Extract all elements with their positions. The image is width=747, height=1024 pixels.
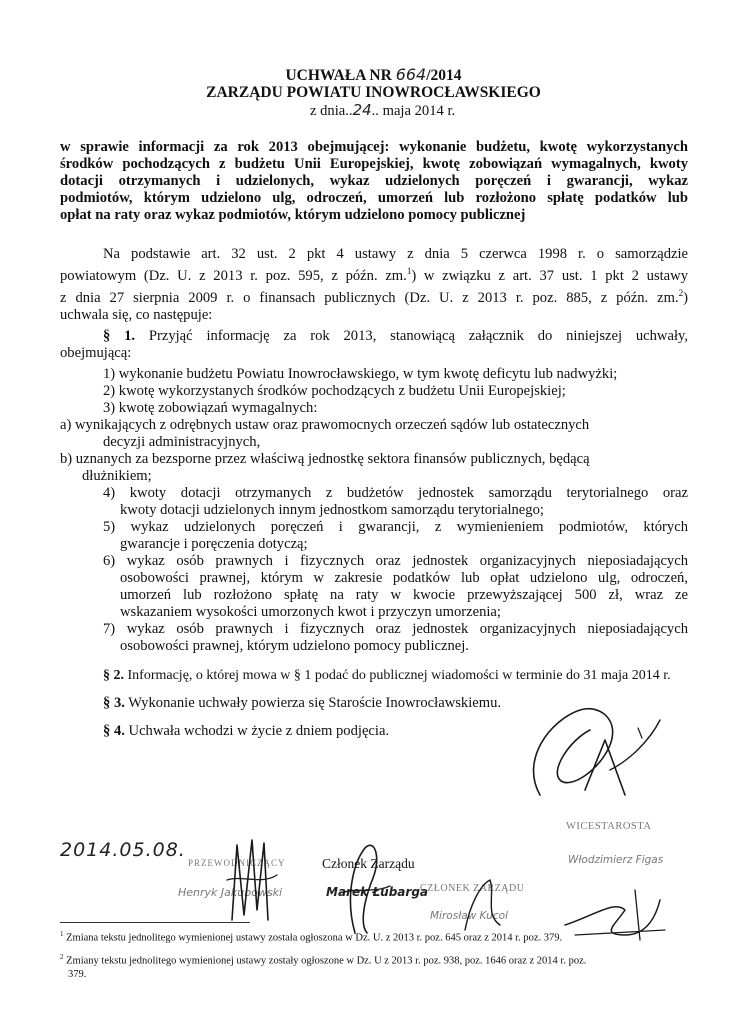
preamble xyxy=(60,246,688,324)
preamble-line: Na podstawie art. 32 ust. 2 pkt 4 ustawy z dnia 5 czerwca 1998 r. o samorządzie xyxy=(103,246,688,262)
footnote-1-mark: 1 xyxy=(60,930,64,938)
paragraph-2: § 2. Informację, o której mowa w § 1 podać do publicznej wiadomości w terminie do 31 maja 2014 r. xyxy=(103,668,671,683)
paragraph-1-mark: § 1. xyxy=(103,328,136,344)
sublist-b xyxy=(60,451,620,485)
sublist-line: decyzji administracyjnych, xyxy=(103,434,261,450)
resolution-date: z dnia..24.. maja 2014 r. xyxy=(310,101,456,119)
footnote-2: $^2$ Zmiany tekstu jednolitego wymienionej ustawy zostały ogłoszone w Dz. U z 2013 r. poz. 938, poz. 1646 oraz z 2014 r. poz. 379. xyxy=(60,953,587,980)
stamp-chairman-title: PRZEWODNICZĄCY xyxy=(188,858,286,868)
signature-large xyxy=(510,700,670,810)
stamp-vice-title: WICESTAROSTA xyxy=(566,821,652,832)
subject-line: dotacji otrzymanych i udzielonych, wykaz udzielonych poręczeń i gwarancji, wykaz xyxy=(60,173,688,189)
sublist-a xyxy=(60,417,620,451)
stamp-member-title: CZŁONEK ZARZĄDU xyxy=(420,883,525,894)
resolution-title xyxy=(0,66,747,84)
list-item: 1) wykonanie budżetu Powiatu Inowrocławskiego, w tym kwotę deficytu lub nadwyżki; xyxy=(103,366,618,382)
member-name: Marek Łubarga xyxy=(326,885,429,899)
stamp-chairman-name: Henryk Jakubowski xyxy=(178,886,283,899)
paragraph-4-mark: § 4. xyxy=(103,723,125,739)
stamp-member-name: Mirosław Kucol xyxy=(430,910,508,922)
list-item-5: 5) wykaz udzielonych poręczeń i gwarancji, z wymienieniem podmiotów, których gwarancje i poręczenia dotyczą; xyxy=(103,519,688,552)
list-item-6: 6) wykaz osób prawnych i fizycznych oraz jednostek organizacyjnych nieposiadających osobowości prawnej, którym w zakresie podatków lub opłat udzielono ulg, odroczeń, umorzeń lub rozłożono spłatę na raty w kwocie przewyższającej 500 zł, wraz ze wskazaniem wysokości umorzonych kwot i przyczyn umorzenia; xyxy=(103,553,688,620)
sublist-line: b) uznanych za bezsporne przez właściwą jednostkę sektora finansów publicznych, będącą xyxy=(60,451,590,467)
subject-line: w sprawie informacji za rok 2013 obejmującej: wykonanie budżetu, kwotę wykorzystanych xyxy=(60,139,688,155)
member-label: Członek Zarządu xyxy=(322,856,415,871)
signature-chairman xyxy=(222,835,282,925)
paragraph-2-mark: § 2. xyxy=(103,668,124,683)
footnote-divider xyxy=(60,922,250,923)
list-item: 3) kwotę zobowiązań wymagalnych: xyxy=(103,400,318,416)
board-name: ZARZĄDU POWIATU INOWROCŁAWSKIEGO xyxy=(206,84,541,101)
footnote-ref-2: 2 xyxy=(678,287,684,298)
handwritten-number: 664 xyxy=(395,65,427,84)
list-item-7: 7) wykaz osób prawnych i fizycznych oraz jednostek organizacyjnych nieposiadających osobowości prawnej, którym udzielono pomocy publicznej. xyxy=(103,621,688,654)
signature-member xyxy=(335,838,395,938)
stamp-vice-name: Włodzimierz Figas xyxy=(568,854,664,866)
paragraph-4: § 4. Uchwała wchodzi w życie z dniem podjęcia. xyxy=(103,723,390,739)
paragraph-3-mark: § 3. xyxy=(103,695,125,711)
date-prefix: z dnia xyxy=(310,103,346,119)
footnote-2-mark: 2 xyxy=(60,953,64,961)
handwritten-date: 2014.05.08. xyxy=(60,839,186,861)
preamble-line: z dnia 27 sierpnia 2009 r. o finansach publicznych (Dz. U. z 2013 r. poz. 885, z późn. zm.$^2$) xyxy=(60,287,688,306)
sublist-line: a) wynikających z odrębnych ustaw oraz prawomocnych orzeczeń sądów lub ostatecznych xyxy=(60,417,590,433)
footnote-ref-1: 1 xyxy=(406,266,412,276)
paragraph-3: § 3. Wykonanie uchwały powierza się Staroście Inowrocławskiemu. xyxy=(103,695,502,711)
date-suffix: maja 2014 r. xyxy=(378,103,456,119)
list-item: 2) kwotę wykorzystanych środków pochodzących z budżetu Unii Europejskiej; xyxy=(103,383,566,399)
resolution-subject xyxy=(60,139,688,224)
signature-member-2 xyxy=(455,875,505,935)
paragraph-1 xyxy=(60,328,688,362)
footnote-1: $^1$ Zmiana tekstu jednolitego wymienionej ustawy została ogłoszona w Dz. U. z 2013 r. poz. 645 oraz z 2014 r. poz. 379. xyxy=(60,930,563,944)
preamble-line: powiatowym (Dz. U. z 2013 r. poz. 595, z późn. zm.$^1$) w związku z art. 37 ust. 1 pkt 2 ustawy xyxy=(60,266,688,284)
paragraph-1-cont: obejmującą: xyxy=(60,345,132,361)
paragraph-1-list xyxy=(103,366,663,417)
paragraph-1-lead-line: § 1. Przyjąć informację za rok 2013, stanowiącą załącznik do niniejszej uchwały, xyxy=(103,328,688,344)
sublist-line: dłużnikiem; xyxy=(82,468,152,484)
subject-line: opłat na raty oraz wykaz podmiotów, którym udzielono pomocy publicznej xyxy=(60,207,526,223)
title-prefix: UCHWAŁA NR xyxy=(285,67,396,84)
handwritten-day: 24 xyxy=(352,101,372,119)
subject-line: środków pochodzących z budżetu Unii Europejskiej, kwotę zobowiązań wymagalnych, kwoty xyxy=(60,156,688,172)
title-suffix: /2014 xyxy=(426,67,462,84)
list-item-4: 4) kwoty dotacji otrzymanych z budżetów jednostek samorządu terytorialnego oraz kwoty dotacji udzielonych innym jednostkom samorządu terytorialnego; xyxy=(103,485,688,518)
subject-line: podmiotów, którym udzielono ulg, odroczeń, umorzeń lub rozłożono spłatę podatków lub xyxy=(60,190,688,206)
preamble-line: uchwala się, co następuje: xyxy=(60,306,213,323)
